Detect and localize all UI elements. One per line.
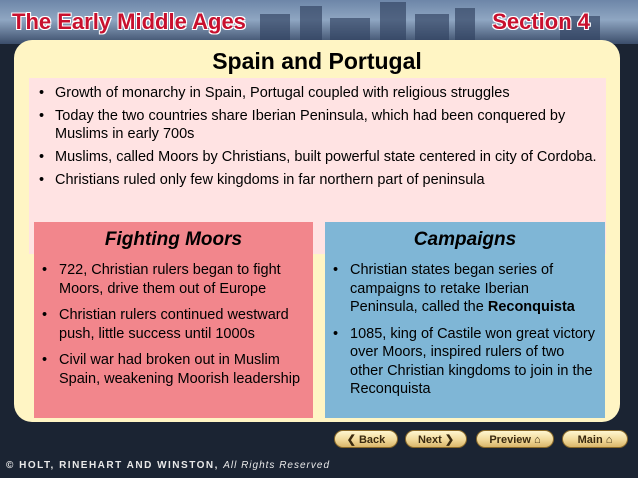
copyright-text: © HOLT, RINEHART AND WINSTON, (6, 460, 219, 471)
reconquista-term: Reconquista (487, 299, 575, 315)
next-label: Next (417, 434, 442, 446)
list-item (333, 261, 599, 317)
list-item: • Muslims, called Moors by Christians, built powerful state centered in city of Cordoba. (39, 148, 600, 166)
home-icon: ⌂ (605, 434, 613, 446)
list-item: • Today the two countries share Iberian Peninsula, which had been conquered by Muslims in early 700s (39, 107, 600, 143)
main-label: Main (577, 434, 603, 446)
list-item: • Christians ruled only few kingdoms in far northern part of peninsula (39, 171, 600, 189)
copyright-footer (6, 460, 330, 471)
list-item: • Civil war had broken out in Muslim Spain, weakening Moorish leadership (42, 351, 307, 388)
home-icon: ⌂ (534, 434, 541, 446)
next-button[interactable] (405, 430, 467, 448)
list-item: • 722, Christian rulers began to fight Moors, drive them out of Europe (42, 261, 307, 298)
fighting-moors-list (34, 251, 313, 388)
chapter-title: The Early Middle Ages (12, 9, 246, 34)
list-item: • Christian rulers continued westward push, little success until 1000s (42, 306, 307, 343)
slide-frame (14, 40, 620, 422)
header-banner (0, 0, 638, 44)
main-button[interactable] (562, 430, 628, 448)
campaigns-panel (325, 222, 605, 418)
back-button[interactable] (334, 430, 398, 448)
preview-label: Preview (489, 434, 531, 446)
panel-heading: Fighting Moors (104, 229, 243, 250)
rights-text: All Rights Reserved (223, 460, 330, 471)
list-item-text: Christian states began series of campaigns to retake Iberian Peninsula, called the (350, 262, 554, 315)
chevron-right-icon: ❯ (444, 434, 455, 446)
panel-heading: Campaigns (413, 229, 517, 250)
fighting-moors-panel (34, 222, 313, 418)
list-item: • 1085, king of Castile won great victory over Moors, inspired rulers of two other Christian kingdoms to join in the Reconquista (333, 325, 599, 399)
campaigns-list (325, 251, 605, 399)
list-item: • Growth of monarchy in Spain, Portugal coupled with religious struggles (39, 84, 600, 102)
back-label: Back (358, 434, 386, 446)
section-label: Section 4 (492, 9, 590, 34)
chevron-left-icon: ❮ (346, 434, 356, 446)
preview-button[interactable] (476, 430, 554, 448)
slide-title: Spain and Portugal (212, 48, 422, 74)
intro-list (29, 78, 606, 189)
